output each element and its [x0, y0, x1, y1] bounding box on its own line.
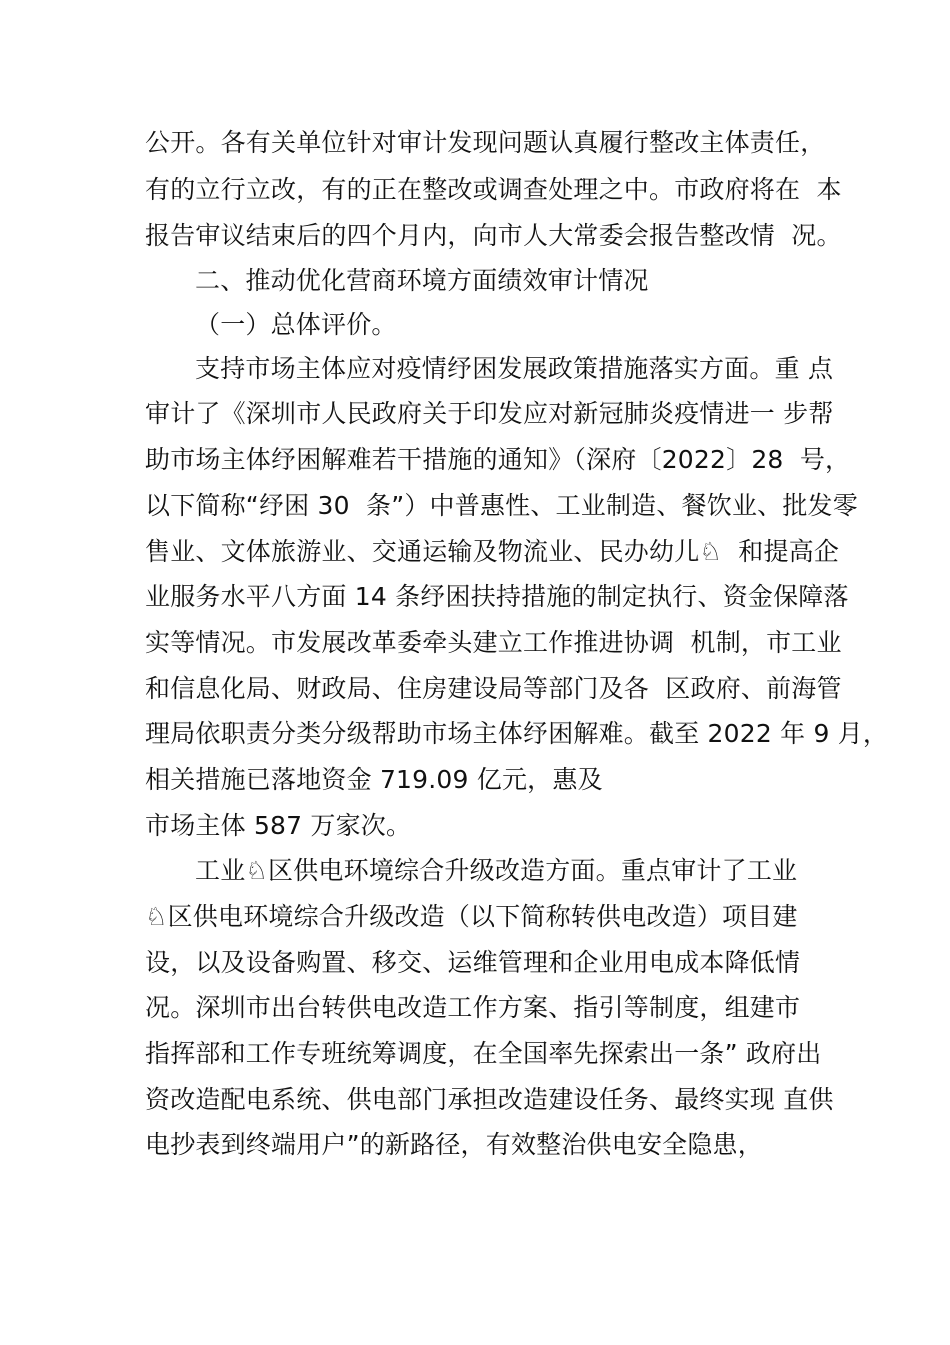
paragraph-line: 指挥部和工作专班统筹调度，在全国率先探索出一条” 政府出: [145, 1039, 822, 1068]
paragraph-line: 工业♘区供电环境综合升级改造方面。重点审计了工业: [195, 856, 798, 885]
paragraph-line: 有的立行立改，有的正在整改或调查处理之中。市政府将在 本: [145, 175, 842, 204]
paragraph-line: 理局依职责分类分级帮助市场主体纾困解难。截至 2022 年 9 月，: [145, 719, 889, 748]
paragraph-line: 电抄表到终端用户”的新路径，有效整治供电安全隐患，: [145, 1130, 763, 1159]
paragraph-line: 支持市场主体应对疫情纾困发展政策措施落实方面。重 点: [195, 354, 834, 383]
paragraph-line: 助市场主体纾困解难若干措施的通知》（深府〔2022〕28 号，: [145, 445, 851, 474]
paragraph-line: 和信息化局、财政局、住房建设局等部门及各 区政府、前海管: [145, 674, 842, 703]
paragraph-line: 设，以及设备购置、移交、运维管理和企业用电成本降低情: [145, 948, 801, 977]
paragraph-line: 市场主体 587 万家次。: [145, 811, 412, 840]
paragraph-line: 售业、文体旅游业、交通运输及物流业、民办幼儿♘ 和提高企: [145, 537, 840, 566]
paragraph-line: 况。深圳市出台转供电改造工作方案、指引等制度，组建市: [145, 993, 801, 1022]
paragraph-line: ♘区供电环境综合升级改造（以下简称转供电改造）项目建: [145, 902, 798, 931]
paragraph-line: 报告审议结束后的四个月内，向市人大常委会报告整改情 况。: [145, 221, 842, 250]
subsection-heading: （一）总体评价。: [195, 310, 397, 339]
paragraph-line: 相关措施已落地资金 719.09 亿元，惠及: [145, 765, 603, 794]
paragraph-line: 审计了《深圳市人民政府关于印发应对新冠肺炎疫情进一 步帮: [145, 399, 834, 428]
paragraph-line: 业服务水平八方面 14 条纾困扶持措施的制定执行、资金保障落: [145, 582, 849, 611]
paragraph-line: 实等情况。市发展改革委牵头建立工作推进协调 机制，市工业: [145, 628, 842, 657]
section-heading: 二、推动优化营商环境方面绩效审计情况: [195, 266, 649, 295]
paragraph-line: 资改造配电系统、供电部门承担改造建设任务、最终实现 直供: [145, 1085, 834, 1114]
paragraph-line: 以下简称“纾困 30 条”）中普惠性、工业制造、餐饮业、批发零: [145, 491, 858, 520]
paragraph-line: 公开。各有关单位针对审计发现问题认真履行整改主体责任，: [145, 128, 826, 157]
